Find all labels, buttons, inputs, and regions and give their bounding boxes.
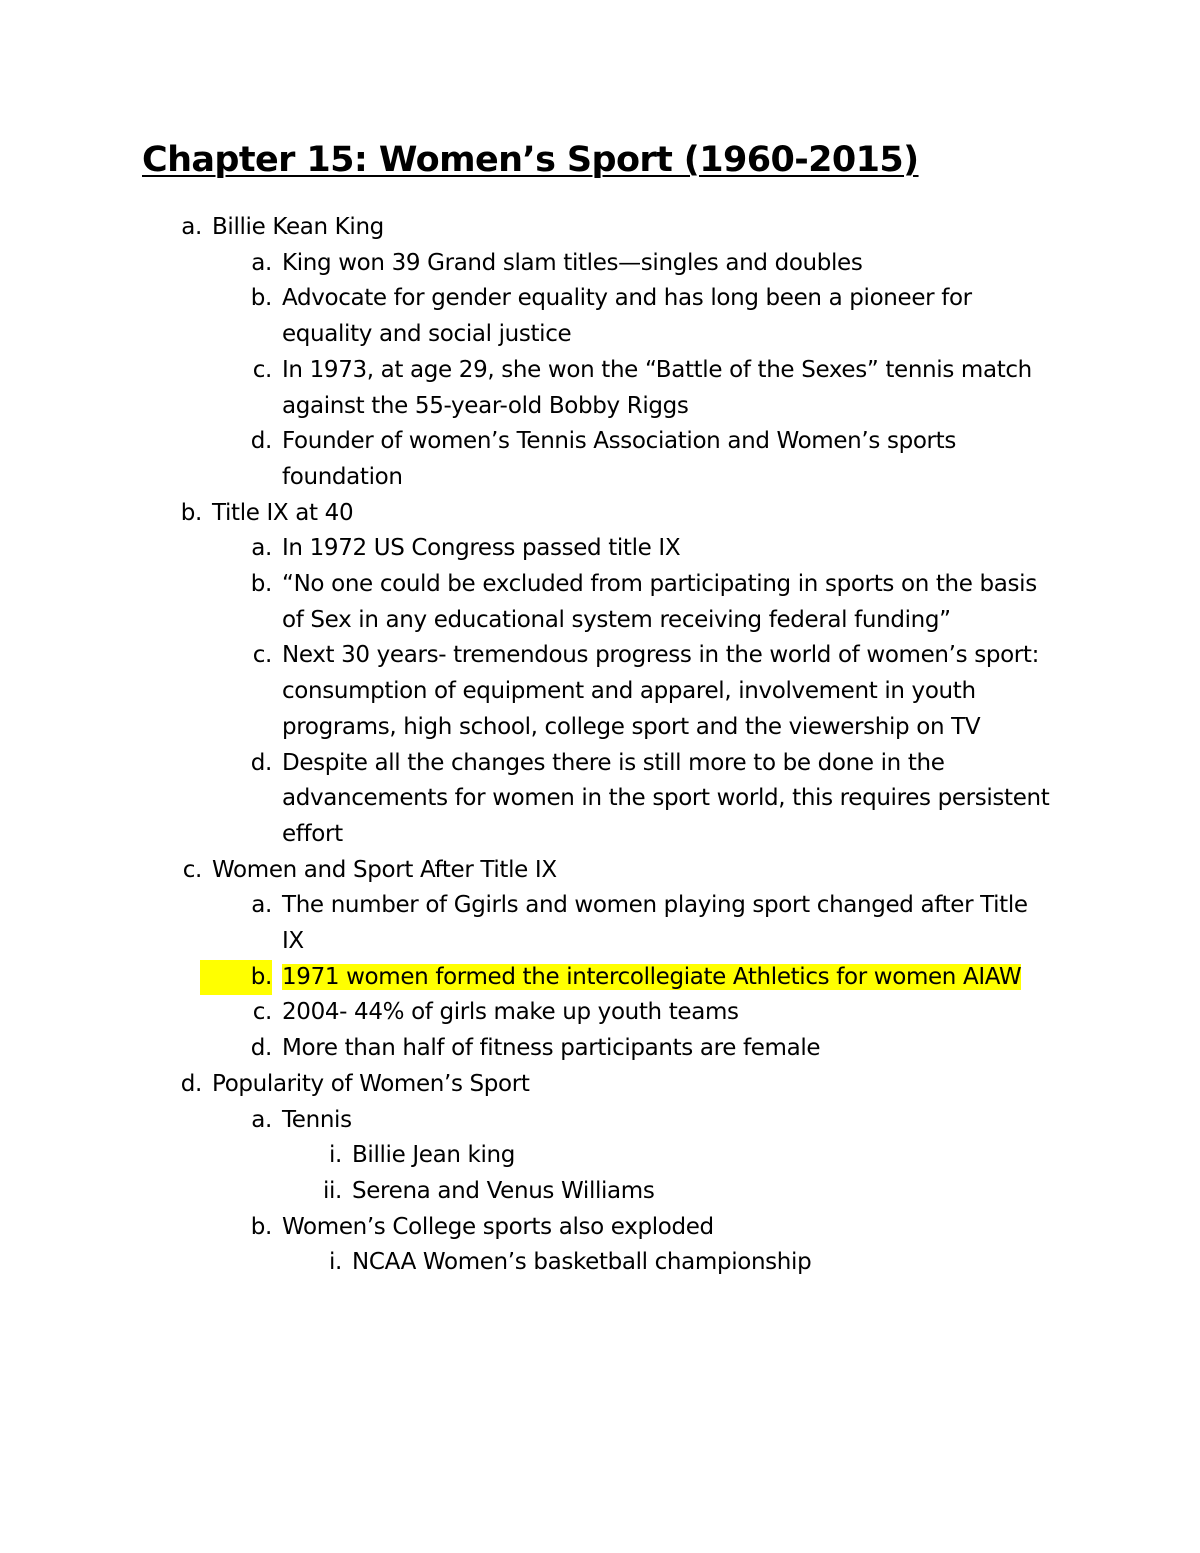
list-marker: c. bbox=[252, 642, 272, 669]
outline-item-level-1 bbox=[0, 853, 1052, 889]
item-text: In 1973, at age 29, she won the “Battle of the Sexes” tennis match against the 55-year-old Bobby Riggs bbox=[282, 356, 1032, 419]
item-text: Next 30 years- tremendous progress in the world of women’s sport: consumption of equipment and apparel, involvement in youth programs, high school, college sport and the viewership on TV bbox=[282, 642, 1039, 740]
list-marker: a. bbox=[251, 535, 272, 562]
page-title: Chapter 15: Women’s Sport (1960-2015) bbox=[142, 140, 919, 180]
list-marker: d. bbox=[250, 749, 272, 776]
list-marker: c. bbox=[252, 356, 272, 383]
outline-item-level-2 bbox=[0, 995, 1052, 1031]
outline-item-level-2 bbox=[0, 353, 1052, 424]
item-text: Billie Jean king bbox=[352, 1142, 516, 1169]
list-marker: c. bbox=[182, 856, 202, 883]
list-marker: ii. bbox=[322, 1177, 342, 1204]
list-marker: i. bbox=[328, 1142, 342, 1169]
item-text: Serena and Venus Williams bbox=[352, 1177, 655, 1204]
outline-item-level-2 bbox=[0, 281, 1052, 352]
item-text: Title IX at 40 bbox=[212, 499, 354, 526]
outline-item-level-2 bbox=[0, 746, 1052, 853]
outline-item-level-2 bbox=[0, 1210, 1052, 1246]
item-text: Advocate for gender equality and has long been a pioneer for equality and social justice bbox=[282, 285, 972, 348]
item-text: “No one could be excluded from participating in sports on the basis of Sex in any educational system receiving federal funding” bbox=[282, 571, 1037, 633]
item-text: In 1972 US Congress passed title IX bbox=[282, 535, 681, 562]
list-marker: a. bbox=[251, 249, 272, 276]
list-marker: b. bbox=[250, 571, 272, 598]
list-marker: b. bbox=[200, 960, 272, 996]
outline-item-level-2 bbox=[0, 1103, 1052, 1139]
outline-item-level-2 bbox=[0, 424, 1052, 495]
item-text: Despite all the changes there is still more to be done in the advancements for women in the sport world, this requires persistent effort bbox=[282, 749, 1050, 847]
outline-item-level-3 bbox=[0, 1174, 1052, 1210]
item-text: Women and Sport After Title IX bbox=[212, 856, 557, 883]
item-text: More than half of fitness participants are female bbox=[282, 1035, 821, 1062]
outline-item-level-1 bbox=[0, 210, 1052, 246]
outline-item-level-2 bbox=[0, 567, 1052, 638]
list-marker: d. bbox=[180, 1070, 202, 1097]
list-marker: c. bbox=[252, 999, 272, 1026]
item-text: Women’s College sports also exploded bbox=[282, 1213, 714, 1240]
item-text: The number of Ggirls and women playing sport changed after Title IX bbox=[282, 892, 1028, 955]
outline-item-level-1 bbox=[0, 1067, 1052, 1103]
list-marker: d. bbox=[250, 428, 272, 455]
list-marker: a. bbox=[181, 214, 202, 240]
outline-item-level-2 bbox=[0, 531, 1052, 567]
item-text: Billie Kean King bbox=[212, 214, 384, 240]
list-marker: d. bbox=[250, 1035, 272, 1062]
list-marker: a. bbox=[251, 892, 272, 919]
outline-item-level-2 bbox=[0, 246, 1052, 282]
outline-item-level-3 bbox=[0, 1138, 1052, 1174]
list-marker: b. bbox=[250, 285, 272, 312]
list-marker: i. bbox=[328, 1249, 342, 1276]
item-text: King won 39 Grand slam titles—singles and doubles bbox=[282, 249, 863, 276]
outline-item-level-2 bbox=[0, 960, 1052, 996]
item-text: 2004- 44% of girls make up youth teams bbox=[282, 999, 739, 1026]
highlighted-item-text: 1971 women formed the intercollegiate Athletics for women AIAW bbox=[282, 963, 1022, 990]
item-text: Founder of women’s Tennis Association and Women’s sports foundation bbox=[282, 428, 956, 490]
outline-item-level-1 bbox=[0, 496, 1052, 532]
list-marker: a. bbox=[251, 1106, 272, 1133]
item-text: NCAA Women’s basketball championship bbox=[352, 1249, 812, 1276]
outline-list bbox=[0, 210, 1200, 1281]
outline-item-level-2 bbox=[0, 638, 1052, 745]
list-marker: b. bbox=[180, 499, 202, 526]
outline-item-level-2 bbox=[0, 1031, 1052, 1067]
outline-item-level-3 bbox=[0, 1245, 1052, 1281]
item-text: Popularity of Women’s Sport bbox=[212, 1070, 530, 1097]
list-marker: b. bbox=[250, 1213, 272, 1240]
outline-item-level-2 bbox=[0, 888, 1052, 959]
item-text: Tennis bbox=[282, 1106, 352, 1133]
